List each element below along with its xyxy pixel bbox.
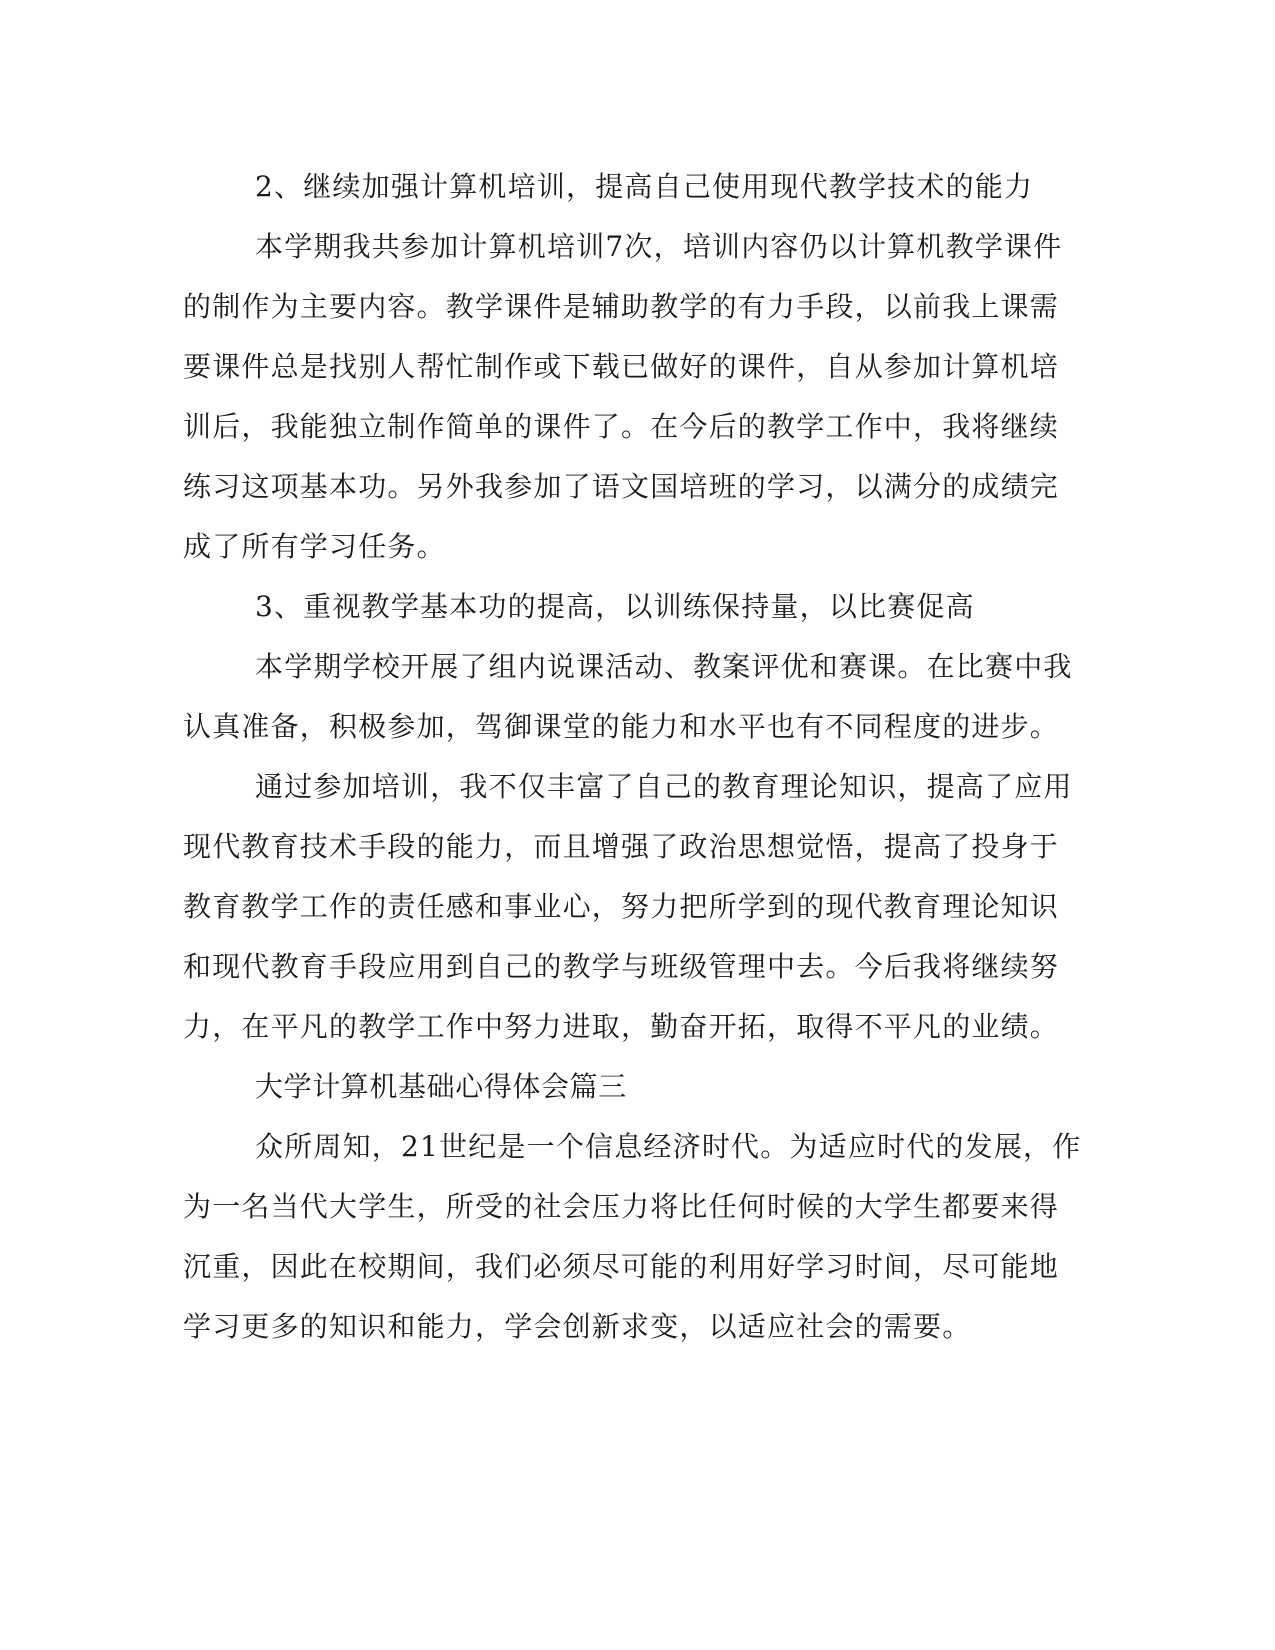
- paragraph-line: 要课件总是找别人帮忙制作或下载已做好的课件，自从参加计算机培: [183, 350, 1060, 383]
- paragraph-line: 沉重，因此在校期间，我们必须尽可能的利用好学习时间，尽可能地: [183, 1250, 1060, 1283]
- paragraph-line: 的制作为主要内容。教学课件是辅助教学的有力手段，以前我上课需: [183, 290, 1060, 323]
- paragraph-line: 成了所有学习任务。: [183, 530, 446, 563]
- section-heading-2: 2、继续加强计算机培训，提高自己使用现代教学技术的能力: [255, 170, 1034, 203]
- paragraph-line: 通过参加培训，我不仅丰富了自己的教育理论知识，提高了应用: [255, 770, 1073, 803]
- paragraph-line: 本学期学校开展了组内说课活动、教案评优和赛课。在比赛中我: [255, 650, 1073, 683]
- paragraph-line: 为一名当代大学生，所受的社会压力将比任何时候的大学生都要来得: [183, 1190, 1060, 1223]
- paragraph-line: 力，在平凡的教学工作中努力进取，勤奋开拓，取得不平凡的业绩。: [183, 1010, 1060, 1043]
- article-title: 大学计算机基础心得体会篇三: [255, 1070, 627, 1103]
- paragraph-line: 练习这项基本功。另外我参加了语文国培班的学习，以满分的成绩完: [183, 470, 1060, 503]
- paragraph-line: 现代教育技术手段的能力，而且增强了政治思想觉悟，提高了投身于: [183, 830, 1060, 863]
- paragraph-line: 训后，我能独立制作简单的课件了。在今后的教学工作中，我将继续: [183, 410, 1060, 443]
- paragraph-line: 本学期我共参加计算机培训7次，培训内容仍以计算机教学课件: [255, 230, 1063, 263]
- paragraph-line: 教育教学工作的责任感和事业心，努力把所学到的现代教育理论知识: [183, 890, 1060, 923]
- paragraph-line: 认真准备，积极参加，驾御课堂的能力和水平也有不同程度的进步。: [183, 710, 1060, 743]
- section-heading-3: 3、重视教学基本功的提高，以训练保持量，以比赛促高: [255, 590, 975, 623]
- document-body: [183, 157, 1082, 1357]
- paragraph-line: 众所周知，21世纪是一个信息经济时代。为适应时代的发展，作: [255, 1130, 1082, 1163]
- paragraph-line: 学习更多的知识和能力，学会创新求变，以适应社会的需要。: [183, 1310, 972, 1343]
- paragraph-line: 和现代教育手段应用到自己的教学与班级管理中去。今后我将继续努: [183, 950, 1060, 983]
